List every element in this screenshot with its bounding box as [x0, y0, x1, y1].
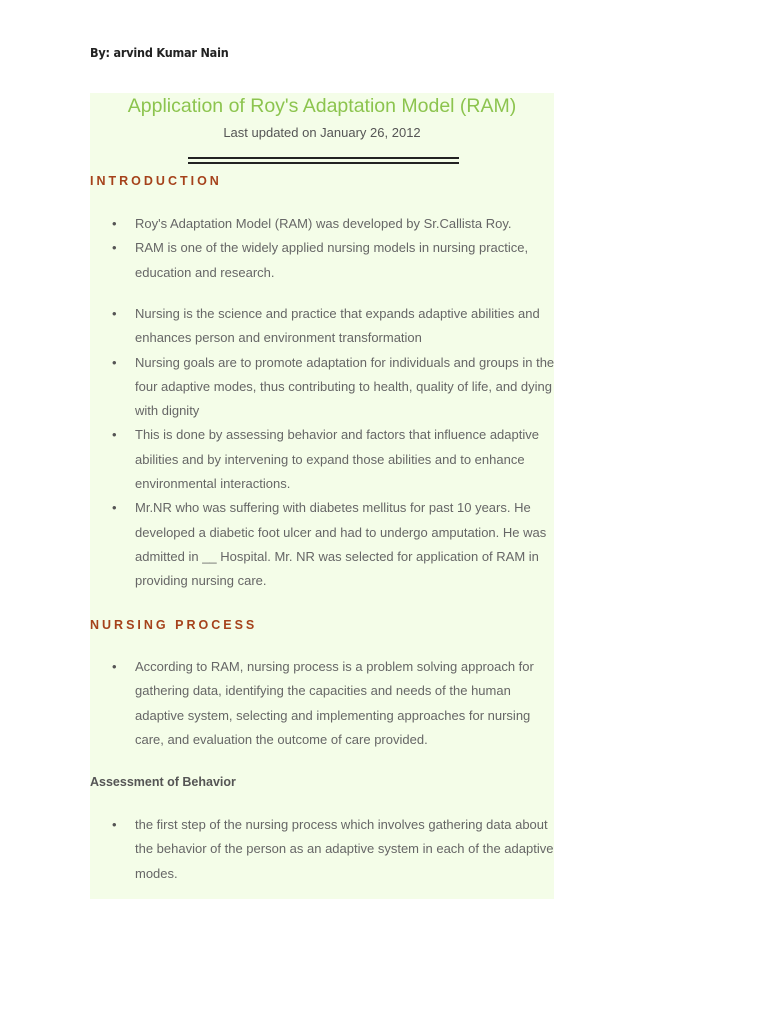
bullet-icon: •	[112, 240, 117, 256]
list-item: • Mr.NR who was suffering with diabetes mellitus for past 10 years. He developed a diabetic foot ulcer and had to undergo amputation. He was admitted in __ Hospital. Mr. NR was selected for application of RAM in providing nursing care.	[90, 496, 560, 593]
nursing-process-list	[90, 655, 560, 752]
article-title: Application of Roy's Adaptation Model (RAM)	[127, 95, 517, 117]
list-item: • Nursing goals are to promote adaptation for individuals and groups in the four adaptive modes, thus contributing to health, quality of life, and dying with dignity	[90, 351, 560, 424]
author-byline: By: arvind Kumar Nain	[90, 45, 229, 60]
list-item: • Roy's Adaptation Model (RAM) was developed by Sr.Callista Roy.	[90, 212, 560, 236]
list-item: • According to RAM, nursing process is a problem solving approach for gathering data, identifying the capacities and needs of the human adaptive system, selecting and implementing approaches for nursing care, and evaluation the outcome of care provided.	[90, 655, 560, 752]
list-item: • This is done by assessing behavior and factors that influence adaptive abilities and by intervening to expand those abilities and to enhance environmental interactions.	[90, 423, 560, 496]
list-item: • RAM is one of the widely applied nursing models in nursing practice, education and research.	[90, 236, 560, 285]
bullet-icon: •	[112, 659, 117, 674]
introduction-heading: INTRODUCTION	[90, 174, 222, 188]
introduction-list-1	[90, 212, 560, 285]
assessment-heading: Assessment of Behavior	[90, 775, 236, 789]
assessment-list	[90, 813, 560, 886]
title-divider	[188, 157, 459, 164]
bullet-icon: •	[112, 427, 117, 443]
article-panel	[90, 93, 554, 899]
bullet-icon: •	[112, 306, 117, 321]
nursing-process-heading: NURSING PROCESS	[90, 618, 258, 632]
bullet-icon: •	[112, 354, 117, 370]
last-updated: Last updated on January 26, 2012	[223, 125, 421, 140]
list-item: • Nursing is the science and practice that expands adaptive abilities and enhances person and environment transformation	[90, 302, 560, 351]
bullet-icon: •	[112, 500, 117, 516]
introduction-list-2	[90, 302, 560, 594]
bullet-icon: •	[112, 817, 117, 832]
list-item: • the first step of the nursing process which involves gathering data about the behavior of the person as an adaptive system in each of the adaptive modes.	[90, 813, 560, 886]
bullet-icon: •	[112, 216, 117, 231]
